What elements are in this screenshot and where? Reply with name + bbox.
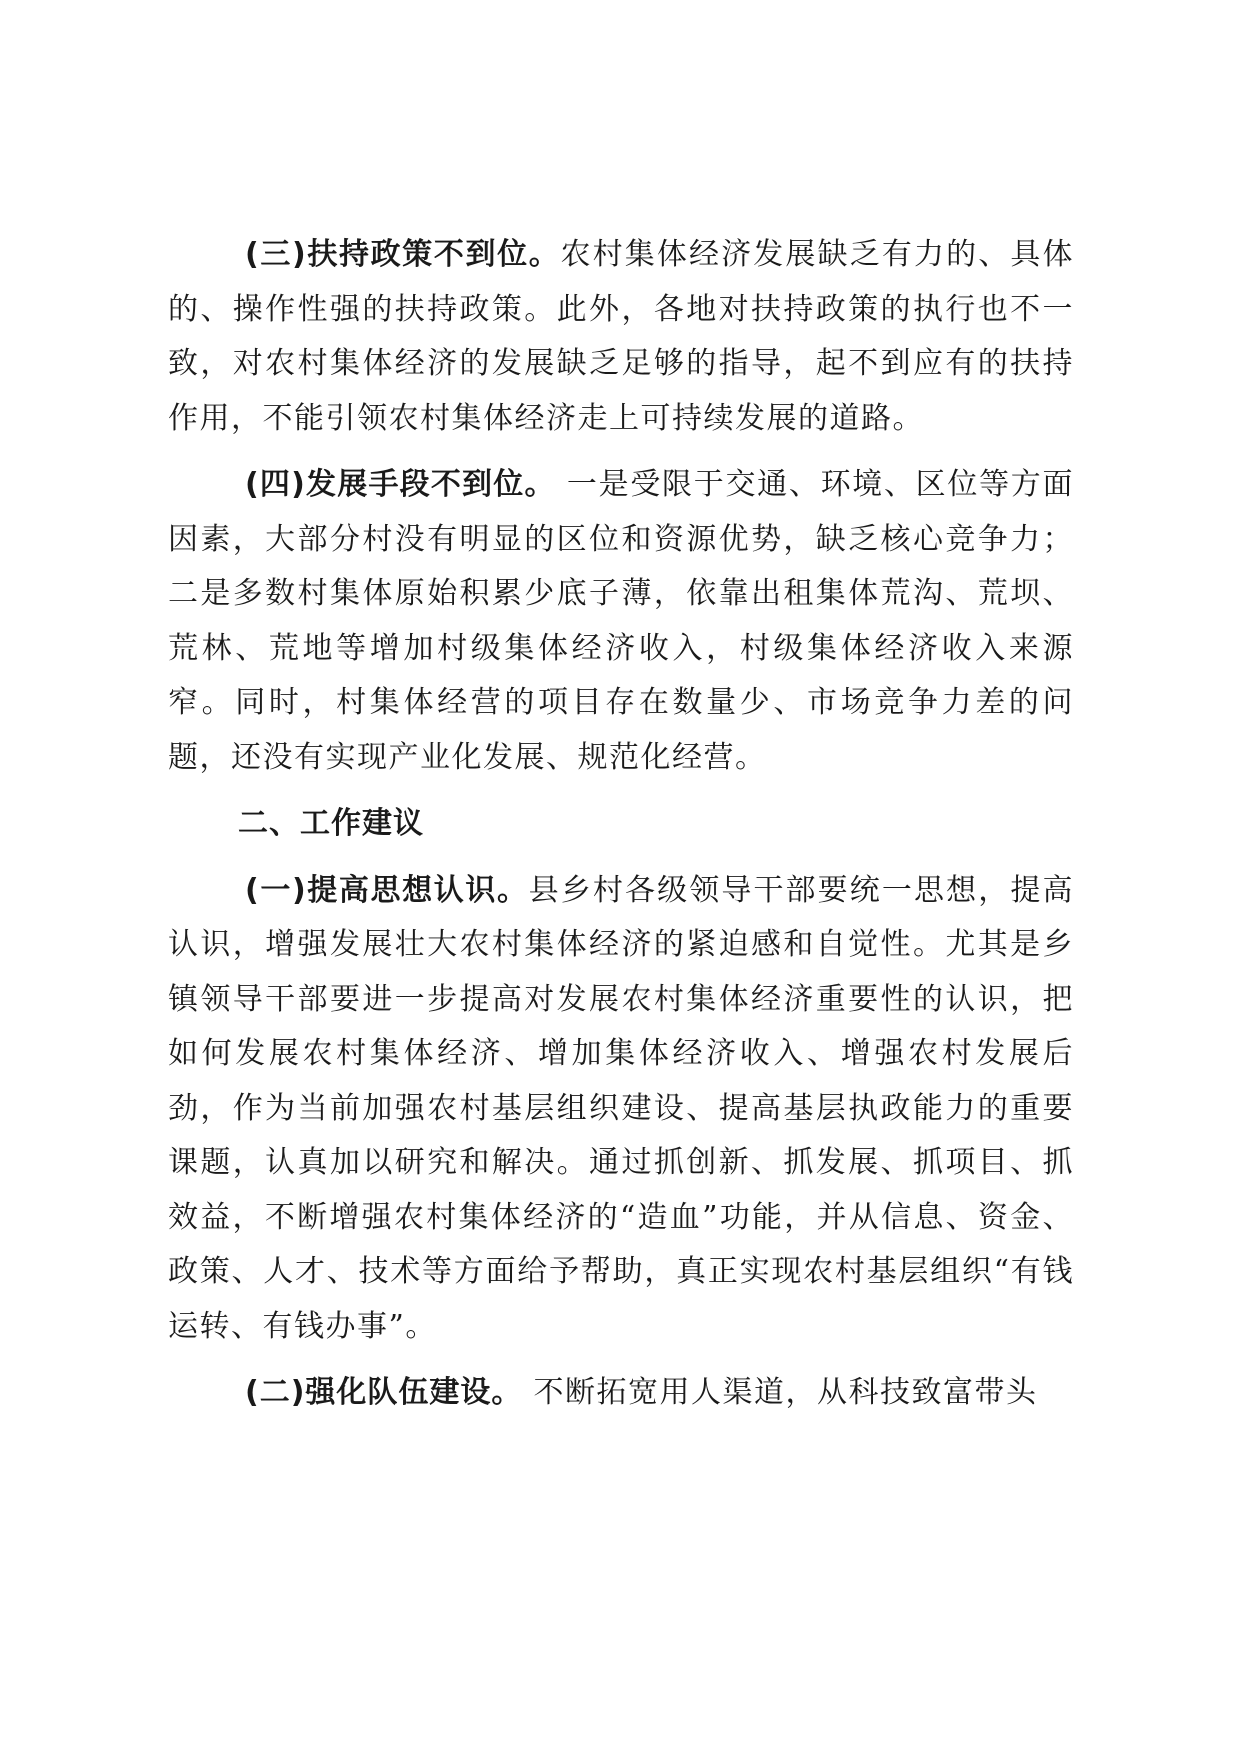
paragraph-lead: (四)发展手段不到位。	[245, 467, 556, 502]
paragraph-support-policy	[168, 228, 1074, 446]
document-page	[168, 228, 1074, 1433]
paragraph-lead: (一)提高思想认识。	[245, 872, 529, 908]
paragraph-text: 不断拓宽用人渠道，从科技致富带头	[522, 1375, 1038, 1410]
paragraph-development-means	[168, 458, 1074, 785]
paragraph-team-building	[168, 1366, 1074, 1421]
paragraph-text: 一是受限于交通、环境、区位等方面因素，大部分村没有明显的区位和资源优势，缺乏核心竞争力；二是多数村集体原始积累少底子薄，依靠出租集体荒沟、荒坝、荒林、荒地等增加村级集体经济收入，村级集体经济收入来源窄。同时，村集体经营的项目存在数量少、市场竞争力差的问题，还没有实现产业化发展、规范化经营。	[168, 467, 1075, 775]
paragraph-text: 农村集体经济发展缺乏有力的、具体的、操作性强的扶持政策。此外，各地对扶持政策的执行也不一致，对农村集体经济的发展缺乏足够的指导，起不到应有的扶持作用，不能引领农村集体经济走上可持续发展的道路。	[168, 237, 1075, 436]
paragraph-text: 县乡村各级领导干部要统一思想，提高认识，增强发展壮大农村集体经济的紧迫感和自觉性。尤其是乡镇领导干部要进一步提高对发展农村集体经济重要性的认识，把如何发展农村集体经济、增加集体经济收入、增强农村发展后劲，作为当前加强农村基层组织建设、提高基层执政能力的重要课题，认真加以研究和解决。通过抓创新、抓发展、抓项目、抓效益，不断增强农村集体经济的“造血”功能，并从信息、资金、政策、人才、技术等方面给予帮助，真正实现农村基层组织“有钱运转、有钱办事”。	[168, 872, 1075, 1344]
paragraph-lead: (二)强化队伍建设。	[245, 1375, 523, 1410]
paragraph-lead: (三)扶持政策不到位。	[245, 237, 561, 272]
paragraph-raise-awareness	[168, 864, 1074, 1355]
section-heading: 二、工作建议	[238, 806, 424, 841]
